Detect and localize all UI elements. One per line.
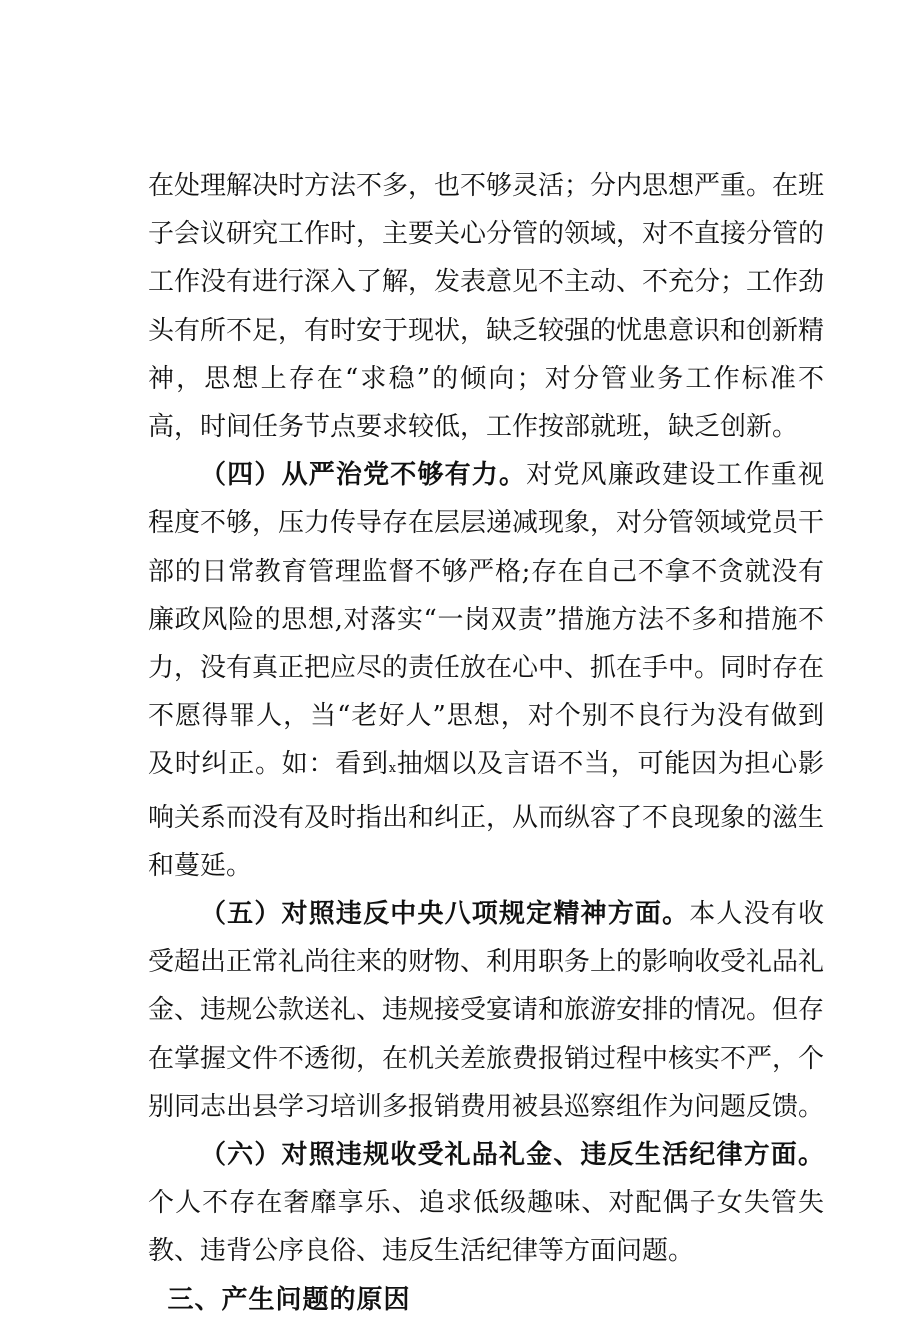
paragraph-lead: （四）从严治党不够有力。 — [200, 460, 527, 491]
section-heading: 三、产生问题的原因 — [167, 1284, 411, 1315]
paragraph-lead: （六）对照违规收受礼品礼金、违反生活纪律方面。 — [200, 1140, 824, 1171]
document-body — [148, 162, 824, 1324]
paragraph-text: 在处理解决时方法不多，也不够灵活；分内思想严重。在班子会议研究工作时，主要关心分管的领域，对不直接分管的工作没有进行深入了解，发表意见不主动、不充分；工作劲头有所不足，有时安于现状，缺乏较强的忧患意识和创新精神，思想上存在“求稳”的倾向；对分管业务工作标准不高，时间任务节点要求较低，工作按部就班，缺乏创新。 — [148, 171, 825, 443]
paragraph-party-governance — [148, 451, 824, 890]
paragraph-gifts-discipline — [148, 1131, 824, 1276]
paragraph-text: 本人没有收受超出正常礼尚往来的财物、利用职务上的影响收受礼品礼金、违规公款送礼、违规接受宴请和旅游安排的情况。但存在掌握文件不透彻，在机关差旅费报销过程中核实不严，个别同志出县学习培训多报销费用被县巡察组作为问题反馈。 — [148, 899, 825, 1122]
paragraph-lead: （五）对照违反中央八项规定精神方面。 — [200, 899, 690, 930]
paragraph-text-cont: 抽烟以及言语不当，可能因为担心影响关系而没有及时指出和纠正，从而纵容了不良现象的滋生和蔓延。 — [148, 749, 825, 881]
paragraph-text: 对党风廉政建设工作重视程度不够，压力传导存在层层递减现象，对分管领域党员干部的日常教育管理监督不够严格;存在自己不拿不贪就没有廉政风险的思想,对落实“一岗双责”措施方法不多和措施不力，没有真正把应尽的责任放在心中、抓在手中。同时存在不愿得罪人，当“老好人”思想，对个别不良行为没有做到及时纠正。如：看到 — [148, 460, 825, 780]
paragraph-continuation — [148, 162, 824, 451]
placeholder-mark: x — [388, 761, 397, 777]
paragraph-text: 个人不存在奢靡享乐、追求低级趣味、对配偶子女失管失教、违背公序良俗、违反生活纪律等方面问题。 — [148, 1188, 824, 1267]
paragraph-eight-rules — [148, 890, 824, 1131]
